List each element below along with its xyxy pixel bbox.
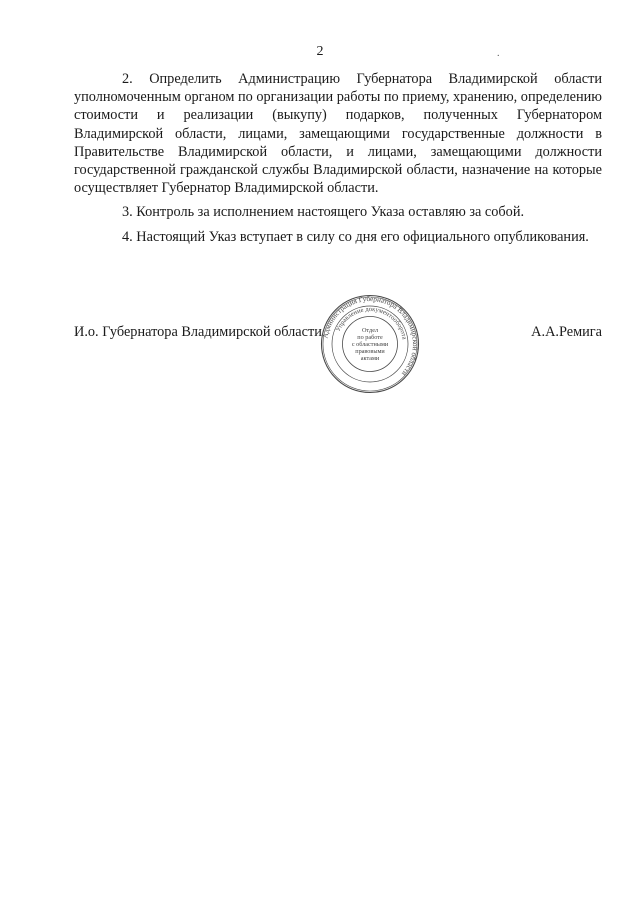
stamp-center-line-3: с областными xyxy=(351,341,389,348)
document-body xyxy=(74,70,602,246)
official-seal-stamp xyxy=(320,294,420,394)
stamp-center-line-5: актами xyxy=(360,355,380,362)
page-number: 2 xyxy=(316,44,324,59)
stamp-outer-textpath: Администрация Губернатора Владимирской области xyxy=(321,294,420,378)
stamp-center-line-1: Отдел xyxy=(361,327,379,334)
paragraph-3: 3. Контроль за исполнением настоящего Указа оставляю за собой. xyxy=(122,204,525,221)
stamp-center-line-4: правовыми xyxy=(355,348,385,355)
paragraph-2: 2. Определить Администрацию Губернатора Владимирской области уполномоченным органом по организации работы по приему, хранению, определению стоимости и реализации (выкупу) подарков, полученных Губернатором Владимирской области, лицами, замещающими государственные должности в Правительстве Владимирской области, и лицами, замещающими должности государственной гражданской службы Владимирской области, назначение на которые осуществляет Губернатор Владимирской области. xyxy=(74,71,602,197)
signatory-title: И.о. Губернатора Владимирской области xyxy=(74,324,322,340)
corner-mark: . xyxy=(497,48,500,59)
stamp-center-line-2: по работе xyxy=(357,334,383,341)
paragraph-4: 4. Настоящий Указ вступает в силу со дня его официального опубликования. xyxy=(122,228,589,245)
stamp-inner-textpath: Управление документооборота xyxy=(334,305,408,341)
signatory-name: А.А.Ремига xyxy=(531,324,602,340)
